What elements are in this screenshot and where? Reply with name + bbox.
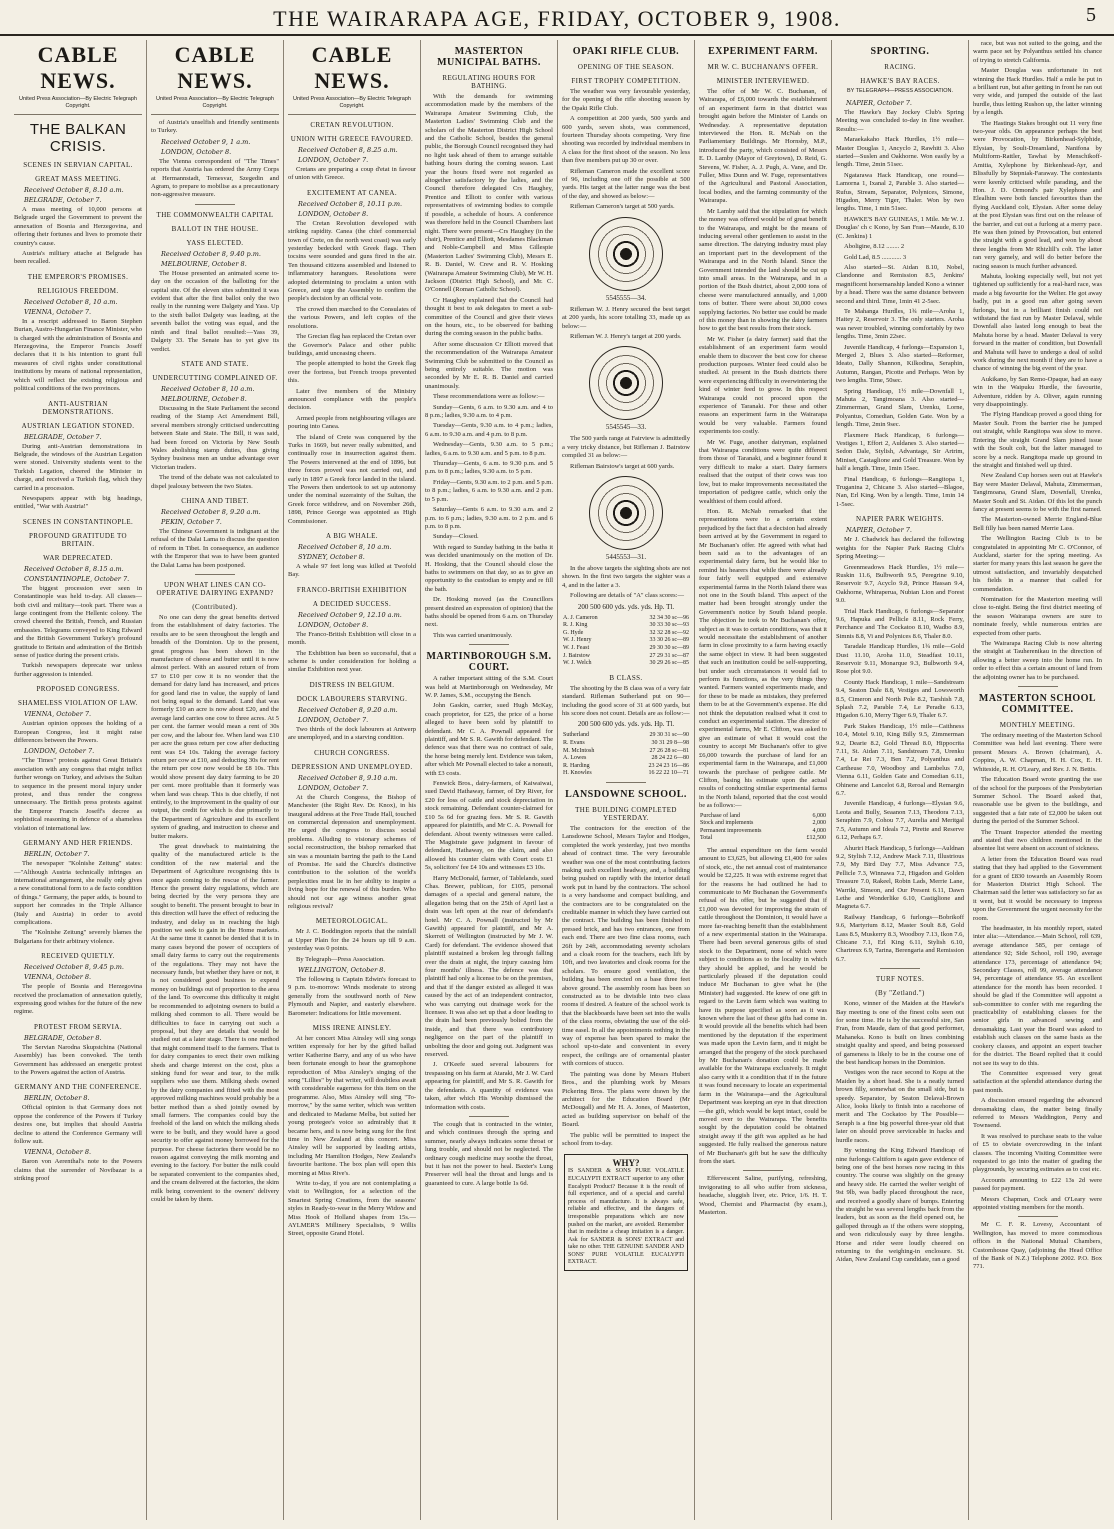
subheading: GREAT MASS MEETING. — [35, 175, 121, 183]
dateline: MELBOURNE, October 8. — [161, 394, 247, 403]
paragraph: Messrs Chapman, Cock and O'Leary were appointed visiting members for the month. — [973, 1195, 1102, 1211]
paragraph: The great drawback to maintaining the quality of the manufactured article is the condition of the raw material and the Department of Agriculture recognising this is once again coming to the rescue of the farmer. Hence the present dairy regulations, which are being decried by the very persons they are sought to benefit. The present brought to bear in this direction will have the effect of reducing the industry, and delay us in reaching the high position we seek to gain in the Home markets. At the same time it cannot be denied that it is in many cases beyond the power of occupiers of small dairy farms to carry out the requirements of the regulations. They may not have the necessary funds, but whether they have or not, it is not considered good business to expend money on buildings out of proportion to the area of the land. To overcome this difficulty it might be recommended to adjoining owners to build a milking shed common to all. There would be difficulties to face in carrying out such a proposal, but they are details that would be studied out at a later stage. There is one method that might commend itself to the farmers. That is for dairy companies to erect their own milking sheds and charge interest on the cost, plus a sinking fund for wear and tear, to the milk suppliers who use them. Milking sheds owned by the dairy companies and fitted with the most approved milking machines would probably be a better method than a shed jointly owned by small farmers. The companies could buy the freehold of the land on which the milking sheds were to be built, and they would have a good security to offer against money borrowed for the purpose. For cheese factories there would be no reason against conveying the milk morning and evening to the factory. For butter the milk could be separated convenient to the companies shed, and the cream delivered at the factories, the skim milk being convenient to the owners' delivery could be taken by them. — [151, 842, 279, 1204]
dateline: BELGRADE, October 7. — [24, 432, 102, 441]
paragraph: Official opinion is that Germany does not oppose the conference of the Powers if Turkey desires one, but implies that should Austria decline to attend the Conference Germany will follow suit. — [14, 1104, 142, 1146]
columns — [10, 40, 1106, 1520]
table-row — [562, 615, 690, 623]
paragraph: The biggest procession ever seen in Constantinople was held to-day. All classes—both civil and military—took part. There was a large contingent from the Hellenic colony. The crowd cheered the British, French, and Russian embassies. Telegrams conveyed to King Edward and the British Government Turkey's profound gratitude to Britain and admiration of the British sense of justice during the present crisis. — [14, 584, 142, 659]
paragraph: The Servian Narodna Skupstchina (National Assembly) has been convoked. The tenth Government has addressed an energetic protest to the Powers against the action of Austria. — [14, 1043, 142, 1076]
shooter-score: 23 24 23 16—86 — [648, 762, 689, 769]
dateline: VIENNA, October 7. — [24, 307, 92, 316]
score-table-header: 200 500 600 yds. yds. yds. Hp. Tl. — [577, 720, 675, 729]
cost-table: Purchase of land 6,000 Stock and implements 2,000 Permanent improvements 4,000 Total £12,500 — [700, 812, 826, 842]
paragraph: The newspaper "Kolnishe Zeitung" states:—"Although Austria technically infringes an international arrangement, she really only gives a new constitutional form to a de facto condition of things." Germany, the paper adds, is bound to support her comrades in the Triple Alliance (Italy and Austria) in order to avoid complications. — [14, 860, 142, 926]
shooter-score: 27 29 31 sc—87 — [649, 652, 689, 659]
dateline: LONDON, October 8. — [298, 209, 369, 218]
paragraph: Trial Hack Handicap, 6 furlongs—Separator 9.6, Hapuka and Pellicle 8.11, Rock Ferry, Perchance and The Cockatoo 8.10, Wadbo 8.9, Simnis 8.8, Vi and Polynices 8.6, Thaler 8.0. — [836, 607, 964, 640]
subheading: CRETAN REVOLUTION. — [310, 121, 394, 129]
paragraph: In the above targets the sighting shots are not shown. In the first two targets the sighter was a 4, and in the latter a 3. — [562, 564, 690, 589]
column-1 — [10, 40, 147, 1520]
dateline: NAPIER, October 7. — [846, 526, 912, 535]
dateline: NAPIER, October 7. — [846, 99, 912, 107]
table-row — [562, 748, 690, 756]
shooter-name: R. J. King — [563, 622, 588, 629]
subheading: THE EMPEROR'S PROMISES. — [27, 272, 129, 281]
article-title: SPORTING. — [870, 46, 930, 57]
subheading: ANTI-AUSTRIAN DEMONSTRATIONS. — [42, 399, 114, 416]
subheading: TURF NOTES. — [875, 975, 925, 984]
article-title: OPAKI RIFLE CLUB. — [572, 46, 680, 57]
paragraph: Mr Lamby said that the stipulation for which the money was offered would be of great benefit to the Wairarapa, and might be the means of inducing several other gentlemen to assist in the same direction. The dairying industry must play an important part in the development of the Wairarapa and in the North Island. Since the Government intended the land should be cut up into small areas. In the Wairarapa, and in a portion of the Bush district, about 2,000 tons of cheese were manufactured annually, and 1,000 tons of butter. There were about 30,000 cows supplying factories. No better use could be made of this money than in showing the dairy farmers how to get the best results from their stock. — [699, 207, 827, 333]
paragraph: Following are details of "A" class scores:— — [570, 592, 684, 600]
subheading: PROFOUND GRATITUDE TO BRITAIN. — [29, 531, 127, 548]
paragraph: Aukikano, by San Remo-Opaque, had an easy win in the Waipuku Hurdle, the favourite, Adventure, ridden by A. Oliver, again running very disappointingly. — [973, 375, 1102, 409]
paragraph: The weather was very favourable yesterday, for the opening of the rifle shooting season by the Opaki Rifle Club. — [562, 88, 690, 112]
subheading: SCENES IN SERVIAN CAPITAL. — [23, 161, 133, 169]
paragraph: The painting was done by Messrs Hubert Bros., and the plumbing work by Messrs Pickering Bros. The plans were drawn by the architect for the Education Board (Mr McDougall) and Mr H. A. Jones, of Masterton, acted as building supervisor on behalf of the Board. — [562, 1070, 690, 1129]
subheading: B CLASS. — [609, 673, 643, 682]
paragraph: New Zealand Cup horses seen out at Hawke's Bay were Master Delaval, Mahuta, Zimmerman, Tangimoana, Grand Slam, Downfall, Urenku, Master Soult and St. Aidan. Of this lot the punch fancy at present seems to be with the first named. — [973, 472, 1102, 513]
dateline: Received October 8, 10 a.m. — [161, 384, 255, 393]
paragraph: Sunday—Gents, 6 a.m. to 9.30 a.m. and 4 to 8 p.m.; ladies, 9.30 a.m. to 4 p.m. — [425, 403, 553, 420]
subheading: SHAMELESS VIOLATION OF LAW. — [18, 699, 138, 708]
paragraph: After some discussion Cr Elliott moved that the recommendation of the Wairarapa Amateur Swimming Club be submitted to the Council as being entirely suitable. The motion was seconded by Mr E. R. B. Daniel and carried unanimously. — [425, 340, 553, 390]
subheading: MISS IRENE AINSLEY. — [312, 1024, 392, 1033]
subheading: UPON WHAT LINES CAN CO-OPERATIVE DAIRYING EXPAND? — [156, 581, 274, 597]
shooter-score: 33 30 26 sc—89 — [649, 637, 689, 644]
subheading: REGULATING HOURS FOR BATHING. — [442, 74, 536, 90]
dateline: Received October 8, 8.15 a.m. — [24, 564, 124, 573]
paragraph: Greenmeadows Hack Hurdles, 1½ mile—Ruskin 11.6, Bulbworth 9.5, Peregrine 9.10, Reservoir 9.7, Acyclo 9.8, Prince Hassan 9.4, Oakhorne, Whiraperua, Nubian Lion and Forest 9.0. — [836, 563, 964, 605]
credit: United Press Association—By Electric Telegraph Copyright. — [293, 96, 411, 109]
paragraph: Cretans are preparing a coup d'etat in favour of union with Greece. — [288, 166, 416, 182]
shooter-score: 30 31 29 8—98 — [651, 739, 689, 746]
article-title: MARTINBOROUGH S.M. COURT. — [426, 651, 552, 674]
dateline: Received October 8, 9.10 a.m. — [298, 773, 398, 782]
paragraph: This was carried unanimously. — [433, 631, 513, 639]
ad-text: IS SANDER & SONS PURE VOLATILE EUCALYPTI EXTRACT superior to any other Eucalypti Product? Because it is the result of full experience, and of a special and careful process of manufacture. It is always safe, reliable and effective, and the dangers of irresponsible preparations which are now pushed on the market, are avoided. Remember that in medicine a cheap imitation is a danger. Ask for SANDER & SONS' EXTRACT and take no other. THE GENUINE SANDER AND SONS' PURE VOLATILE EUCALYPTI EXTRACT. — [568, 1168, 684, 1266]
dateline: BELGRADE, October 7. — [24, 196, 102, 204]
paragraph: Mahuta, looking especially well, but not yet tightened up sufficiently for a real-hard race, was made a big favourite for the Welter. He got away badly, put in a good run after going seven furlongs, but in a brilliant finish could not withstand the fast run by Master Delaval, while Downfall also lasted long enough to beat the Mahuta horse by a head. Master Delaval is very forward in the matter of condition, but Downfall and Mahuta will have to undergo a deal of solid work during the next month if they are to have a chance of winning the big event of the year. — [973, 272, 1102, 373]
paragraph: A letter from the Education Board was read stating that they had applied to the Government for a grant of £830 towards an Assembly Room for Masterton District High School. The Chairman said the letter was satisfactory so far as it went, but it would be necessary to impress upon the Government the urgent necessity for the room. — [973, 855, 1102, 922]
paragraph: A mass meeting of 10,000 persons at Belgrade urged the Government to prevent the annexation of Bosnia and Herzegovina, and offering their fortunes and lives to promote their country's cause. — [14, 206, 142, 247]
shooter-name: R. Evans — [563, 739, 585, 746]
column-2 — [147, 40, 284, 1520]
score-table-b — [562, 732, 690, 778]
shooter-name: M. McIntosh — [563, 747, 595, 754]
dateline: MELBOURNE, October 8. — [161, 259, 247, 268]
column-6 — [695, 40, 832, 1520]
score-table-a — [562, 615, 690, 668]
paragraph: Friday—Gents, 9.30 a.m. to 2 p.m. and 5 p.m. to 8 p.m.; ladies, 6 a.m. to 9.30 a.m. and 2 p.m. to 5 p.m. — [425, 478, 553, 503]
paragraph: Mr W. Fisher (a dairy farmer) said that the establishment of an experiment farm would enable them to discover the best cow for cheese production purposes. Winter feed could also be studied. At present in the Bush districts there were experiencing difficulty in overwintering the kind of winter feed to grow. In this respect Wairarapa could not proceed upon the experience of Taranaki. For these and other reasons an experiment farm in the Wairarapa would be very valuable. Farmers found experiments too costly. — [699, 335, 827, 436]
paragraph: Saturday—Gents 6 a.m. to 9.30 a.m. and 2 p.m. to 6 p.m.; ladies, 9.30 a.m. to 2 p.m. and 6 p.m. to 8 p.m. — [425, 506, 553, 530]
paragraph: The Vienna correspondent of "The Times" reports that Austria has ordered the Army Corps at Hermannstadt, Temesvar, Szegedin and Agram, to prepare to mobilise as a precautionary non-aggressive measure. — [151, 157, 279, 199]
dateline: LONDON, October 7. — [24, 747, 95, 756]
section-heading: CABLE NEWS. — [37, 42, 119, 93]
subheading: FRANCO-BRITISH EXHIBITION — [296, 585, 408, 594]
section-heading: CABLE NEWS. — [311, 42, 393, 93]
masthead — [0, 0, 1114, 36]
subheading: WAR DEPRECATED. — [43, 553, 113, 562]
shooter-score: 29 30 30 sc—89 — [649, 644, 689, 651]
paragraph: Rifleman Cameron made the excellent score of 96, including one off the possible at 500 yards. His target at the latter range was the best of the day, and showed as below:— — [562, 167, 690, 200]
credit: United Press Association—By Electric Telegraph Copyright. — [19, 96, 137, 109]
paragraph: Fenwick Bros., dairy-farmers, of Kaiwaiwai, sued David Hathaway, farmer, of Dry River, for £20 for loss of cattle and stock depreciation in stock remaining. Defendant counter-claimed for £10 5s 6d for grazing fees. Mr S. R. Gawith appeared for plaintiffs, and Mr C. A. Pownall for defendant. About twenty witnesses were called. The Magistrate gave judgment in favour of defendant, Hathaway, on the claim, and also allowed his counter claim with Court costs £1 5s, solicitors' fee £4 10s and witnesses £3 10s. — [425, 780, 553, 872]
subheading: DEPRESSION AND UNEMPLOYED. — [291, 762, 413, 771]
paragraph: These recommendations were as follow:— — [433, 393, 545, 401]
paragraph: The headmaster, in his monthly report, stated inter alia:—Attendance.—Main School, roll 639, average attendance 585, per centage of attendance 92; Side School, roll 190, average attendance 173, percentage of attendance 94; Secondary Classes, roll 99, average attendance 94, percentage of attendance 95. An excellent attendance for the month has been recorded. I should be glad if the Committee will appoint a sub-committee to confer with me regarding the practicability of establishing classes for the senior girls in advanced sewing and dressmaking. Last year the Board was asked to establish such classes on the same basis as the cookery classes, and appoint an expert teacher for the district. The Board replied that it could not see its way to do this. — [973, 925, 1102, 1067]
subheading: MR W. C. BUCHANAN'S OFFER. — [707, 63, 819, 71]
paragraph: Ahuriri Hack Handicap, 5 furlongs—Auldnan 9.2, Stylish 7.12, Andrew Mack 7.11, Illustrious 7.9, My Bird Day 7.7, Miss Advance 7.5, Pellicle 7.3, Winnawa 7.2, Higadon and Golden Treasure 7.0, Rakeel, Robin Lads, Merrie Lane, Warriki, Simeon, and Our Present 6.11, Dawn Lethe and Wonderlike 6.10, Castiglione and Magneta 6.7. — [836, 844, 964, 911]
headline: THE BALKAN CRISIS. — [29, 121, 127, 155]
subheading: EXCITEMENT AT CANEA. — [307, 188, 397, 197]
subheading: MINISTER INTERVIEWED. — [716, 77, 810, 85]
advertisement: Mr C. F. R. Lovesy, Accountant of Wellington, has moved to more commodious offices in the National Mutual Chambers, Customhouse Quay, (adjoining the Head Office of the Bank of N.Z.) Telephone 2002. P.O. Box 771. — [973, 1221, 1102, 1271]
paragraph: The Truant Inspector attended the meeting and stated that two children mentioned in the absentee list were absent on account of sickness. — [973, 828, 1102, 853]
advertisement: The cough that is contracted in the winter, and which continues through the spring and summer, nearly always indicates some throat or lung trouble, and should not be neglected. The ordinary cough medicine may soothe the throat, but it has not the power to heal. Baxter's Lung Preserver will heal the throat and lungs and is guaranteed to cure. A large bottle 1s 6d. — [425, 1120, 553, 1187]
paragraph: Dr. Hosking moved (as the Councillors present desired an expression of opinion) that the baths should be opened from 6 a.m. on Thursday next. — [425, 596, 553, 629]
dateline: LONDON, October 7. — [298, 715, 369, 724]
subheading: THE COMMONWEALTH CAPITAL — [156, 210, 274, 219]
paragraph: Armed people from neighbouring villages are pouring into Canea. — [288, 414, 416, 431]
dateline: Received October 8, 9.20 a.m. — [161, 507, 261, 516]
paragraph: The Masterton-owned Merrie England-Blue Bell filly has been named Merrie Lass. — [973, 516, 1102, 532]
table-row — [562, 622, 690, 630]
article-title: MASTERTON SCHOOL COMMITTEE. — [978, 693, 1097, 716]
newspaper-title: THE WAIRARAPA AGE, FRIDAY, OCTOBER 9, 1908. — [273, 6, 841, 31]
shooter-score: 29 30 31 sc—90 — [649, 732, 689, 739]
shooter-name: A. Lowes — [563, 755, 587, 762]
paragraph: race, but was not suited to the going, and the warm pace set by Polyanthus settled his chance of trying to stretch California. — [973, 40, 1102, 64]
dateline: Received October 8, 9.20 a.m. — [298, 705, 398, 714]
paragraph: Discussing in the State Parliament the second reading of the Stamp Act Amendment Bill, several members strongly criticised undercutting between State and State. The Bill, it was said, had been forced on Victoria by New South Wales abolishing stamp duties, thus giving Sydney business men an undue advantage over Victorian traders. — [151, 404, 279, 471]
shooter-name: H. Knowles — [563, 770, 592, 777]
paragraph: Rifleman W. J. Henry secured the best target at 200 yards, his score totalling 33, made up as below:— — [562, 305, 690, 330]
shooter-score: 32 32 28 sc—92 — [649, 629, 689, 636]
column-8 — [969, 40, 1106, 1520]
paragraph: Taradale Handicap Hurdles, 1¾ mile—Gold Dust 11.10, Aroha 11.0, Steadfast 10.11, Reservoir 9.11, Monarque 9.3, Bulbworth 9.4, Rose plot 9.0. — [836, 643, 964, 676]
dateline: Received October 8, 8.10 a.m. — [24, 186, 124, 194]
paragraph: Austria's military attache at Belgrade has been recalled. — [14, 250, 142, 266]
shooter-name: W. J. Henry — [563, 637, 592, 644]
dateline: Received October 9, 12.10 a.m. — [298, 610, 402, 619]
subheading: SCENES IN CONSTANTINOPLE. — [22, 517, 134, 526]
subheading: (Contributed). — [192, 603, 238, 611]
subheading: MONTHLY MEETING. — [999, 721, 1076, 730]
shooter-name: W. J. Feast — [563, 644, 590, 651]
paragraph: Juvenile Handicap, 4 furlongs—Expansion 1, Merged 2, Blues 3. Also started—Reformer, Ideato, Dally Shannon, Kilkodina, Seraphin, Autumn, Rangan, Picotte and Perhaps. Won by two lengths. Time, 50sec. — [836, 343, 964, 385]
paragraph: The Franco-British Exhibition will close in a month. — [288, 630, 416, 647]
dateline: BERLIN, October 7. — [24, 850, 90, 859]
target-caption: 5545545—33. — [605, 423, 647, 432]
dateline: CONSTANTINOPLE, October 7. — [24, 574, 130, 583]
dateline: BERLIN, October 8. — [24, 1094, 90, 1103]
paragraph: Mr J. Chadwick has declared the following weights for the Napier Park Racing Club's Spring Meeting:— — [836, 536, 964, 561]
paragraph: Spring Handicap, 1½ mile—Downfall 1, Mahuta 2, Tangimoana 3. Also started—Zimmerman, Grand Slam, Urenku, Lorne, Polyantus, Comedian, Golden Gate. Won by a length. Time, 2min 9sec. — [836, 387, 964, 429]
subheading: YASS ELECTED. — [186, 238, 244, 247]
dateline: Received October 8, 10.11 p.m. — [298, 199, 403, 208]
paragraph: Aboligine, 8.12 ........ 2 — [844, 243, 905, 251]
paragraph: Juvenile Handicap, 4 furlongs—Elysian 9.6, Leota and Bully, Seaanon 7.13, Theodora 7.13, Seraphim 7.9, Cohou 7.7, Aurelia and Meritgal 7.5, Autumn and Ideals 7.2, Pirette and Reserve 6.12, Perhaps 6.7. — [836, 800, 964, 842]
advertisement: Effervescent Saline, purifying, refreshing, invigorating to all who suffer from sickness, headache, sluggish liver, etc. Price, 1/6. H. T. Wood, Chemist and Pharmacist (by exam.), Masterton. — [699, 1175, 827, 1216]
paragraph: By Telegraph—Press Association. — [296, 955, 385, 963]
paragraph: Final Handicap, 6 furlongs—Rangitopa 1, Truganina 2, Chicane 3. Also started—Blagoe, Nan, Erl King. Won by a length. Time, 1min 14 1-5sec. — [836, 475, 964, 508]
paragraph: The Cretan Revolution developed with striking rapidity. Canea (the chief commercial town of Crete, on the north west coast) was early yesterday bedecked with Greek flags. Then tocsins were sounded and guns fired in the air. Ten thousand citizens assembled and listened to inflammatory harangues. Resolutions were adopted determining to proclaim a union with Greece, and urge the Assembly to confirm the people's decision by an official vote. — [288, 219, 416, 303]
table-row — [562, 770, 690, 778]
paragraph: With the demands for swimming accommodation made by the members of the Wairarapa Amateur Swimming Club, the Masterton Ladies' Swimming Club and the scholars of the Masterton District High School and the Catholic School, besides the general public, the Borough Council recognised they had no light task ahead of them to arrange suitable bathing hours during the coming season. Last year the hours fixed were not regarded as altogether satisfactory by the ladies, and the Council therefore delegated Crs Haughey, Prentice and Elliott to confer with various representatives of swimming bodies to compile if possible, a schedule of hours. A conference was therefore held in the Council Chambers last night. There were present—Crs Haughey (in the chair), Prentice and Elliott, Mesdames Blackman and Noble-Campbell and Miss Gillespie (Masterton Ladies' Swimming Club), Messrs E. R. B. Daniel, W. Crew and R. V. Hosking (Wairarapa Amateur Swimming Club), Mr W. H. Jackson (District High School), and Mr. C. O'Connell (Roman Catholic School). — [425, 93, 553, 294]
subheading: A DECIDED SUCCESS. — [312, 599, 392, 608]
paragraph: Austrian opinion opposes the holding of a European Congress, lest it might raise differences between the Powers. — [14, 720, 142, 745]
paragraph: A whale 97 feet long was killed at Twofold Bay. — [288, 563, 416, 579]
paragraph: Master Douglas was unfortunate in not winning the Hack Hurdles. Half a mile he put in a brilliant run, but after getting in front he ran out very wide, and jumped the outside of the last hurdle, thus letting Rushon up, the latter winning by a length. — [973, 67, 1102, 117]
paragraph: Flaxmere Hack Handicap, 6 furlongs—Vestiges 1, Effort 2, Auldanes 3. Also started—Sedon Dale, Stylish, Advantage, Sir Artrim, Miniset, Castaglione and Gold Treasure. Won by half a length. Time, 1min 15sec. — [836, 431, 964, 473]
paragraph: The people attempted to hoist the Greek flag over the fortress, but French troops prevented this. — [288, 360, 416, 385]
paragraph: The Exhibition has been so successful, that a scheme is under consideration for holding a similar Exhibition next year. — [288, 649, 416, 674]
paragraph: The public will be permitted to inspect the school from to-day. — [562, 1131, 690, 1147]
table-row — [562, 740, 690, 748]
paragraph: The island of Crete was conquered by the Turks in 1669, but never really submitted, and continually rose in insurrection against them. The Powers intervened at the end of 1896, but three forces proved was not carried out, and early in 1897 a Greek force landed in the island. The Powers then undertook to set up autonomy under the nominal suzerainty of the Sultan, the Greek force withdrew, and on November 26th, 1898, Prince George was appointed as High Commissioner. — [288, 433, 416, 525]
subheading: FIRST TROPHY COMPETITION. — [571, 77, 681, 85]
article-title: MASTERTON MUNICIPAL BATHS. — [437, 46, 541, 68]
subheading: AUSTRIAN LEGATION STONED. — [21, 421, 135, 430]
shooter-score: 16 22 22 10—71 — [648, 770, 689, 777]
paragraph: Turkish newspapers deprecate war unless further aggression is intended. — [14, 662, 142, 678]
paragraph: HAWKE'S BAY GUINEAS, 1 Mile. Mr W. J. Douglas' ch c Kono, by San Fran—Maude, 8.10 (C. Jenkins) 1 — [836, 215, 964, 240]
subheading: THE BUILDING COMPLETED YESTERDAY. — [575, 805, 677, 822]
dateline: Received October 9, 1 a.m. — [161, 137, 251, 146]
subheading: METEOROLOGICAL. — [315, 917, 389, 926]
paragraph: The Grecian flag has replaced the Cretan over the Governor's Palace and other public buildings, amid unceasing cheers. — [288, 333, 416, 357]
subheading: CHURCH CONGRESS. — [314, 748, 390, 757]
paragraph: The following is Captain Edwin's forecast to 9 p.m. to-morrow: Winds moderate to strong generally from the southward north of New Plymouth and Napier, and easterly elsewhere. Barometer: Indications for little movement. — [288, 976, 416, 1017]
table-row — [562, 645, 690, 653]
paragraph: Railway Handicap, 6 furlongs—Bobrikoff 9.6, Martyrium 8.12, Master Soult 8.8, Gold Lass 8.5, Muskerry 8.3, Woodboy 7.13, Ikon 7.6, Chicane 7.1, Erl King 6.11, Stylish 6.10, Chartreux 6.9, Tarina, Berengaria and Remission 6.7. — [836, 913, 964, 963]
page-number: 5 — [1086, 4, 1096, 26]
paragraph: The crowd then marched to the Consulates of the various Powers, and left copies of the resolutions. — [288, 305, 416, 330]
target-diagram-icon — [589, 217, 663, 291]
score-table-header: 200 500 600 yds. yds. yds. Hp. Tl. — [577, 602, 675, 611]
shooter-score: 32 34 30 sc—96 — [649, 614, 689, 621]
paragraph: The Education Board wrote granting the use of the school for the purposes of the Presbyterian Summer School. The Board asked that, reasonable use be given to the buildings, and suggested that a fair rate of £2,000 be taken out during the period of the Summer School. — [973, 776, 1102, 826]
paragraph: Hon. R. McNab remarked that the representations were to a certain extent prejudiced by the fact that a decision had already been arrived at by the Government in regard to Mr Buchanan's offer. He agreed with what had been said as to the advantages of an experimental dairy farm, but he would like to remind his hearers that while there were already four fairly well equipped and extensive experimental farms in the North Island there was not one in the South Island. This aspect of the matter had been brought strongly under the Government's notice by South Island people. The objection he took to Mr Buchanan's offer, subject as it was to certain conditions, was that it would necessitate the establishment of another farm in close proximity to a farm having exactly the same object in view. It had been suggested that such an institution could be self-supporting, but under such circumstances it would fail to perform its functions, as the very things they wanted. Farmers wanted experiments made, and for these to be made as mistakes, they preferred them to be at the Government's expense. He did not think the deputation realised what it cost to conduct an experimental station. The director of experimental farms, Mr E. Clifton, was asked to give an estimate of what it would cost the country to accept Mr Buchanan's offer to give £6,000 towards the purchase of land for an experimental farm in the Wairarapa, and £1,000 towards the purchase of pedigree cattle. Mr Clifton, basing his estimate upon the actual results of conducting similar experimental farms in the North Island, reported that the cost would be as follows:— — [699, 507, 827, 810]
paragraph: A rather important sitting of the S.M. Court was held at Martinborough on Wednesday, Mr W. P. James, S.M., occupying the Bench. — [425, 675, 553, 699]
paragraph: Thursday—Gents, 6 a.m. to 9.30 p.m. and 5 p.m. to 8 p.m.; ladies, 9.30 a.m. to 5 p.m. — [425, 460, 553, 476]
shooter-score: 28 24 22 6—80 — [651, 755, 689, 762]
subheading: GERMANY AND THE CONFERENCE. — [14, 1083, 142, 1092]
paragraph: It was resolved to purchase seats to the value of £5 to obviate overcrowding in the infant classes. The incoming Visiting Committee were requested to go into the matter of grading the playgrounds, by securing estimates as to cost etc. — [973, 1132, 1102, 1174]
paragraph: Tuesday—Gents, 9.30 a.m. to 4 p.m.; ladies, 6 a.m. to 9.30 a.m. and 4 p.m. to 8 p.m. — [425, 422, 553, 438]
paragraph: The Wairarapa Racing Club is now altering the straight at Tauherenikau in the direction of allowing a better sweep into the home run. In order to effect this a certain amount of land from the adjoining owner has to be purchased. — [973, 640, 1102, 681]
dateline: BELGRADE, October 8. — [24, 1033, 102, 1042]
paragraph: Te Mahanga Hurdles, 1¾ mile—Aroha 1, Haitey 2, Reservoir 3. The only starters. Aroha was never troubled, winning comfortably by two lengths. Time, 3min 22sec. — [836, 307, 964, 341]
subheading: HAWKE'S BAY RACES. — [860, 77, 940, 85]
dateline: SYDNEY, October 8. — [298, 553, 365, 562]
shooter-score: 30 33 30 sc—93 — [649, 622, 689, 629]
paragraph: Mr W. Fuge, another dairyman, explained that Wairarapa conditions were quite different from those of Taranaki, and a beginner found it very difficult to make a start. Dairy farmers realised that the output of their cows was too low, but to make improvements necessitated the importation of pedigree cattle, which only the wealthiest of them could afford. — [699, 438, 827, 505]
paragraph: Rifleman Bairstow's target at 600 yards. — [570, 462, 675, 470]
ad-title: WHY? — [612, 1158, 640, 1169]
section-heading: CABLE NEWS. — [174, 42, 256, 93]
subheading: DISTRESS IN BELGIUM. — [309, 680, 395, 689]
paragraph: The Hawke's Bay Jockey Club's Spring Meeting was concluded to-day in fine weather. Results:— — [836, 109, 964, 133]
subheading: UNION WITH GREECE FAVOURED. — [290, 135, 414, 143]
column-7 — [832, 40, 969, 1520]
paragraph: Also started—St. Aidan 8.10, Nobel, Clandonne and Remission 8.5, Jenkins' magnificent horsemanship landed Kono a winner by a head. There was the same distance between second and third. Time, 1min 41 2-5sec. — [836, 263, 964, 305]
paragraph: J. O'Keefe sued several labourers for trespassing on his farm at Ataraki, Mr J. W. Card appearing for plaintiff, and Mr S. R. Gawith for the defendants. A quantity of evidence was taken, after which His Worship dismissed the information with costs. — [425, 1061, 553, 1111]
shooter-score: 27 26 28 sc—81 — [649, 747, 689, 754]
dateline: Received October 8, 10 a.m. — [298, 543, 392, 552]
paragraph: Rifleman W. J. Henry's target at 200 yards. — [570, 332, 682, 340]
subheading: RECEIVED QUIETLY. — [41, 952, 115, 961]
paragraph: The annual expenditure on the farm would amount to £3,625, but allowing £1,400 for sales of stock, etc., the net annual cost of maintenance would be £2,225. It was with extreme regret that for the reasons he had outlined he had to communicate to Mr Buchanan the Government's refusal of his offer, but he suggested that if £1,000 was devoted for improving the strain of cattle throughout the Dominion, it would have a more far-reaching benefit than the establishment of a new experimental station in the Wairarapa. There had been several generous gifts of stud stock to the Department, none of which were subject to conditions as to the locality in which they should be applied, and he would be particularly pleased if the deputation could induce Mr Buchanan to give what he (the Minister) had suggested. He knew of one gift in regard to the Levin farm which was waiting to have its purpose specified as soon as it was known where the last of these gifts had come in. It would provide all the benefits which had been mentioned by the deputation if the experiment was made upon the Levin farm, and it might be arranged that the progeny of the stock purchased by Mr Buchanan's donation could be made available for the Wairarapa exclusively. It might also carry with it a condition that if in the future it was found necessary to locate an experimental farm in the Wairarapa—and the Agricultural Department was keeping an eye in that direction—the gift, which would be kept intact, could be moved over to the Wairarapa. The benefits sought by the deputation could be obtained straight away if the gift was applied as he had suggested. He fully realised the generous nature of Mr Buchanan's gift but he saw the difficulty from the start. — [699, 846, 827, 1165]
paragraph: John Gaskin, carrier, sued Hugh McKay, coach proprietor, for £25, the price of a horse alleged to have been sold by plaintiff to defendant. Mr C. A. Pownall appeared for plaintiff, and Mr S. R. Gawith for defendant. The defence was that there was no contract of sale, the horse being merely lent. Evidence was taken, after which Mr Pownall elected to take a nonsuit, with £3 costs. — [425, 702, 553, 777]
dateline: LONDON, October 8. — [161, 147, 232, 156]
table-row — [562, 732, 690, 740]
subheading: UNDERCUTTING COMPLAINED OF. — [152, 373, 278, 382]
target-diagram-icon — [589, 346, 663, 420]
dateline: VIENNA, October 8. — [24, 973, 92, 982]
paragraph: With regard to Sunday bathing in the baths it was decided unanimously on the motion of Dr. H. Hosking, that the Council should close the baths to swimmers on that day, so as to give an opportunity to the custodian to empty and re fill the bath. — [425, 543, 553, 593]
paragraph: Vestiges won the race second to Kopu at the Maiden by a short head. She is a neatly turned brown filly, somewhat on the small side, but is speedy. Separator, by Seaton Delaval-Brown Alice, looks likely to finish into a racehorse of merit and The Cockatoo by The Possible—Seraph is a fine big powerful three-year old that later on should prove serviceable in hacks and hurdle races. — [836, 1069, 964, 1144]
dateline: LONDON, October 7. — [298, 156, 369, 164]
paragraph: Maraekakaho Hack Hurdles, 1½ mile—Master Douglas 1, Ancyclo 2, Rawhiti 3. Also started—Suslen and Oakhorne. Won easily by a length. Time, 2min 51sec. — [836, 136, 964, 169]
paragraph: Mr J. C. Boddington reports that the rainfall at Upper Plain for the 24 hours up till 9 a.m. yesterday was 0 points. — [288, 928, 416, 953]
paragraph: Sunday—Closed. — [433, 533, 479, 541]
paragraph: A competition at 200 yards, 500 yards and 600 yards, seven shots, was commenced, fourteen Thursday shoots competing. Very fine shooting was recorded by individual members in A class for the first shoot of the season. No less than five members put up 30 or over. — [562, 115, 690, 165]
dateline: LONDON, October 8. — [298, 620, 369, 629]
subheading: CHINA AND TIBET. — [181, 496, 249, 505]
paragraph: Nomination for the Masterton meeting will close to-night. Being the first district meeting of the season Wairarapa owners are sure to nominate freely, while numerous entries are expected from other parts. — [973, 596, 1102, 637]
paragraph: Later five members of the Ministry announced compliance with the people's decision. — [288, 387, 416, 412]
paragraph: The offer of Mr W. C. Buchanan, of Wairarapa, of £6,000 towards the establishment of an experiment farm in that district was brought again before the Minister of Lands on Wednesday. A representative deputation interviewed the Hon. R. McNab on the Parliamentary Buildings. Mr Hornsby, M.P., introduced the party, which consisted of Messrs E. D. Lamby (Mayor of Greytown), D. Reid, G. Stevens, W. Fisher, A. J. Pugh, A. Vane, and Dr. Fuller, Miss Dunn and W. Fuge, representatives of the Agricultural and Pastoral Association, local bodies, and the farming community of the Wairarapa. — [699, 88, 827, 205]
subheading: OPENING OF THE SEASON. — [577, 63, 675, 71]
paragraph: The Hastings Stakes brought out 11 very fine two-year olds. On appearance perhaps the best were Provocation, by Birkenhead-Sylphide, Elysian, by Soult-Dreamland, Nanifona by Multiform-Rattler, Tawhai by Menschikoff-Amitia, Xylephone by Birkenhead-Ayr, and Blissfully by Stepniak-Faraway. The contestants were keenly criticised while parading, and the Hon. J. D. Ormond's pair Xylephone and Elealhim were both fancied favourites than the flying Auckland colt, Elysian. After some delay at the post Elysian was first out on the release of the barrier, and cut out a furlong at a merry pace. He was then joined by Provocation, but entered the straight with a good lead, and won by about three lengths from Mr Rhizlill's colt. The latter ran very gamely, and will do better before the racing season is much further advanced. — [973, 119, 1102, 270]
paragraph: At her concert Miss Ainsley will sing songs written expressly for her by the gifted ballad writer Katherine Barry, and any of us who have been fortunate enough to hear the gramophone reproduction of Miss Ainsley's singing of the song "Lillies" by that writer, will doubtless await with considerable eagerness for this item on the programme. Also, Miss Ainsley will sing "To-morrow," by the same writer, which was written and dedicated to Madame Melba, but suited her young protegee's voice so admirably that it became hers, and is now being sung for the first time in New Zealand at this concert. Miss Ainsley will be supported by leading artists, including Mr Hamilton Hodges, New Zealand's favourite baritone. The box plan will open this morning at Miss Rive's. — [288, 1035, 416, 1177]
subheading: STATE AND STATE. — [181, 359, 249, 368]
subheading: PROTEST FROM SERVIA. — [33, 1022, 123, 1031]
paragraph: The 500 yards range at Fairview is admittedly a very tricky distance, but Rifleman J. Bairstow compiled 31 as below:— — [562, 435, 690, 460]
paragraph: Wednesday—Gents, 9.30 a.m. to 5 p.m.; ladies, 6 a.m. to 9.30 a.m. and 5 p.m. to 8 p.m. — [425, 441, 553, 457]
dateline: VIENNA, October 8. — [24, 1148, 92, 1157]
paragraph: Newspapers appear with big headings, entitled, "War with Austria!" — [14, 494, 142, 511]
table-row — [562, 660, 690, 668]
subheading: GERMANY AND HER FRIENDS. — [23, 839, 133, 848]
paragraph: The Flying Handicap proved a good thing for Master Soult. From the barrier rise he jumped out straight, while Rangitopa was slow to move. Entering the straight Grand Slam joined issue with the Soult colt, but the latter managed to score by a neck. Rangitopa made up ground in the straight and finished well up third. — [973, 411, 1102, 469]
paragraph: Accounts amounting to £22 13s 2d were passed for payment. — [973, 1176, 1102, 1193]
paragraph: By winning the King Edward Handicap of nine furlongs Caltiforn is again gave evidence of being one of the best horses now racing in this country. The course was slightly on the greasy and heavy side. He carried the welter weight of 9st 9lb, was badly placed throughout the race, and received a goodly share of bumps. Entering the straight he was several lengths back from the leaders, but as soon as the field opened out, he galloped through as if the others were stopping, and won ridiculously easy by three lengths. Horse and rider were loudly cheered on returning to the weighing-in enclosure. St. Aidan, New Zealand Cup candidate, ran a good — [836, 1147, 964, 1264]
dateline: Received October 8, 8.25 a.m. — [298, 146, 398, 154]
paragraph: "The Times" protests against Great Britain's association with any congress that might inflict further wrongs on Turkey, and advises the Sultan to sequence in the present moral injury under protest, and thus render the congress unnecessary. The British press protests against the Emperor Francis Joseff's decree as sophistical reasoning in defence of a shameless violation of international law. — [14, 757, 142, 832]
subheading: A BIG WHALE. — [326, 532, 378, 541]
paragraph: The shooting by the B class was of a very fair standard. Rifleman Sutherland put on 90—including the good score of 31 at 600 yards, but his score does not count. Details are as follow:— — [562, 684, 690, 717]
subheading: DOCK LABOURERS STARVING. — [296, 694, 408, 703]
paragraph: Cr Haughey explained that the Council had thought it best to ask delegates to meet a sub-committee of the Council and give their views on the hours, etc., to be observed for bathing during the coming season in the public baths. — [425, 296, 553, 338]
table-row — [562, 755, 690, 763]
column-5 — [558, 40, 695, 1520]
column-3 — [284, 40, 421, 1520]
shooter-name: J. Bairstow — [563, 652, 590, 659]
target-caption: 5545555—34. — [605, 293, 647, 302]
article-title: LANSDOWNE SCHOOL. — [565, 788, 687, 800]
subheading: RELIGIOUS FREEDOM. — [37, 286, 119, 295]
dateline: Received October 8, 9.40 p.m. — [161, 249, 261, 258]
paragraph: The Chinese Government is indignant at the refusal of the Dalai Lama to discuss the question of reform in Tibet. In consequence, an audience with the Emperor that was to have been granted the Dalai Lama has been postponed. — [151, 527, 279, 569]
dateline: LONDON, October 7. — [298, 783, 369, 792]
paragraph: The Wellington Racing Club is to be congratulated in appointing Mr C. O'Connor, of Auckland, starter for the spring meeting. As starter for many years this last season he gave the utmost satisfaction, and invariably despatched his fields in a manner that called for commendation. — [973, 535, 1102, 593]
shooter-name: Sutherland — [563, 732, 589, 739]
paragraph: Harry McDonald, farmer, of Tablelands, sued Chas. Brewer, publican, for £105, personal damages of a special and general nature, the allegation being that on the 25th of April last a drain was left open at the rear of defendant's hotel. Mr C. A. Pownall (instructed by Mr Gawith) appeared for plaintiff, and Mr A. Skerrett of Wellington (instructed by Mr J. W. Card) for defendant. The evidence showed that plaintiff sustained a broken leg through falling over the drain at night, the injury causing him four months' illness. The defence was that plaintiff had only a license to be on the premises, and that if the danger existed as alleged it was caused by the act of an independent contractor, who was carrying out drainage work for the licensee. It was also set up that a door leading to the drain had been previously bolted from the inside, and that there was contributory negligence on the part of the plaintiff in unbolting the door and going out. Judgment was reserved. — [425, 874, 553, 1059]
subheading: PROPOSED CONGRESS. — [36, 685, 120, 694]
dateline: PEKIN, October 7. — [161, 517, 222, 526]
paragraph: The contractors for the erection of the Lansdowne School, Messrs Taylor and Hodges, completed the work yesterday, just two months ahead of contract time. The very favourable weather was one of the most contributing factors making such excellent headway, and, a building being pushed on rapidly with the interior detail work put in hand by the contractors. The school is a very handsome and compact building, and the contractors are to be congratulated on the creditable manner in which they have carried out the contract. The building has been finished in pressed brick, and has two entrances, one from each end. There are two fine class rooms, each 26ft by 24ft, accommodating seventy scholars and a cloak room for the teachers, each lift by 10ft, and two lavatories and cloak rooms for the scholars. To ensure good ventilation, the building has been erected on a base three feet above ground. The assembly room has been so constructed as to be divisible into two class rooms if desired. A feature of the school work is that the blackboards have been set into the walls of the class rooms, obviating the use of the old-time easel. In all the appointments nothing in the way of expense has been spared to make the school up-to-date and convenient in every respect, the ceilings are of ornamental plaster with cornices of stucco. — [562, 824, 690, 1068]
paragraph: Ngatarawa Hack Handicap, one round—Lamorna 1, Ixanal 2, Parable 3. Also started—Rufus, Stream, Separator, Polynices, Simone, Higadon, Merry Tiger, Thaler. Won by two lengths. Time, 1 min 51sec. — [836, 171, 964, 213]
shooter-name: W. J. Welch — [563, 660, 592, 667]
table-row — [562, 763, 690, 771]
paragraph: Baron von Aerenthal's note to the Powers claims that the surrender of Novibazar is a striking proof — [14, 1158, 142, 1183]
table-row — [562, 653, 690, 661]
credit: United Press Association—By Electric Telegraph Copyright. — [156, 96, 274, 109]
shooter-name: R. Harding — [563, 762, 590, 769]
paragraph: Two thirds of the dock labourers at Antwerp are unemployed, and in a starving condition. — [288, 725, 416, 742]
paragraph: In a rescript addressed to Baron Stephen Burian, Austro-Hungarian Finance Minister, who is charged with the administration of Bosnia and Herzegovina, the Emperor Francis Joseff declares that it is his intention to grant full measures of civil rights under constitutional institutions by means of national representation, which will reflect the existing religious and political conditions of the two provinces. — [14, 317, 142, 393]
target-caption: 5445553—31. — [605, 552, 647, 561]
paragraph: A discussion ensued regarding the advanced dressmaking class, the matter being finally referred to Messrs Waddington, Perry and Townsend. — [973, 1097, 1102, 1130]
shooter-name: G. Hyde — [563, 629, 584, 636]
paragraph: Kono, winner of the Maiden at the Hawke's Bay meeting is one of the finest colts seen out for some time. He is by the successful sire, San Fran, from Maude, dam of that good performer, Mahaneka. Kono is built on lines combining straight quality and speed, and being possessed of gameness is likely to be in the course one of the best handicap horses in the Dominion. — [836, 1000, 964, 1067]
paragraph: Gold Lad, 8.5 ............ 3 — [844, 253, 907, 261]
column-4 — [421, 40, 558, 1520]
subheading: (By "Zetland.") — [875, 989, 925, 998]
dateline: Received October 8, 10 a.m. — [24, 297, 118, 306]
paragraph: The Committee expressed very great satisfaction at the splendid attendance during the past month. — [973, 1069, 1102, 1094]
paragraph: Park Stakes Handicap, 1½ mile—Caithness 10.4, Motel 9.10, King Billy 9.5, Zimmerman 9.2, Dearie 8.2, Gold Thread 8.0, Hippocrita 7.11, St. Aidan 7.11, Sandstream 7.8, Urenku 7.4, Le Rei 7.3, Ben 7.2, Polyanthus and Cartheuse 7.0, Woodboy and Lambelus 7.0, Vienna 6.11, Golden Gate and Comedian 6.11, Ohinene and Lancelot 6.8, Reroal and Remargin 6.7. — [836, 722, 964, 798]
target-diagram-icon — [589, 476, 663, 550]
shooter-name: A. J. Cameron — [563, 614, 598, 621]
subheading: BALLOT IN THE HOUSE. — [171, 224, 259, 233]
paragraph: The trend of the debate was not calculated to dispel jealousy between the two States. — [151, 474, 279, 490]
paragraph: The ordinary meeting of the Masterton School Committee was held last evening. There were present Messrs A. Brown (chairman), A. Coppins, A. W. Chapman, H. H. Cox, E. H. Whiteside, R. H. O'Leary, and Rev. J. N. Bettis. — [973, 732, 1102, 773]
shooter-score: 30 29 26 sc—85 — [649, 660, 689, 667]
paragraph: Rifleman Cameron's target at 500 yards. — [570, 203, 675, 211]
paragraph: The people of Bosnia and Herzegovina received the proclamation of annexation quietly, expressing good wishes for the future of the new regime. — [14, 983, 142, 1016]
dateline: VIENNA, October 7. — [24, 710, 92, 719]
paragraph: of Austria's unselfish and friendly sentiments to Turkey. — [151, 119, 279, 135]
paragraph: At the Church Congress, the Bishop of Manchester (the Right Rev. Dr. Knox), in his inaugural address at the Free Trade Hall, touched on commercial depression and unemployment. He urged the congress to discuss social problems. Alluding to visionary schemes of social reconstruction, the bishop remarked that sin was a mountain barring the path to the Land of Promise. He said the Church's distinctive contribution to the solution of the world's perplexities must lie in her ability to inspire a living hope for the renewal of this burden. Who should not our age witness another great religious revival? — [288, 793, 416, 910]
paragraph: The "Kolnishe Zeitung" severely blames the Bulgarians for their arbitrary violence. — [14, 929, 142, 945]
paragraph: The House presented an animated scene to-day on the occasion of the balloting for the capital site. Of the eleven sites submitted it was evident that after the first ballot only the two really in the running were Dalgety and Yass. Up to the sixth ballot Dalgety was leading, at the seventh ballot the voting was equal, and the ninth and final ballot resulted:—Yass 39, Dalgety 33. The Senate has to yet give its verdict. — [151, 269, 279, 353]
credit: BY TELEGRAPH—PRESS ASSOCIATION. — [846, 88, 954, 94]
advertisement — [564, 1154, 688, 1271]
paragraph: County Hack Handicap, 1 mile—Sandstream 9.4, Seaton Dale 8.8, Vestiges and Lowsworth 8.5, Cimeron and North Pole 8.2, Tarshish 7.8, Splash 7.2, Parable 7.4, Le Peradie 6.13, Higadon 6.10, Merry Tiger 6.9, Thaler 6.7. — [836, 678, 964, 720]
paragraph: No one can deny the great benefits derived from the establishment of dairy factories. The results are to be seen throughout the length and breadth of the Dominion. Up to the present, great progress has been shown in the manufacture of cheese and butter until it is now almost perfect. With an assured return of from £7 to £10 per cow it is no wonder that the demand for dairy land has increased, and prices for good land rise in value, the supply of land not being equal to the demand. Land that was formerly £10 an acre is now about £20, and the average land carries one cow to three acres. At 5 per cent. the farmer would mean a rent of 30s per cow, and the labour fee. When land was £10 per acre the grass return per cow after deducting rent was £4 10s. Taking the average factory return per cow at £10, and deducting 30s for rent the return per cow now would be £8 10s. This would show present day dairy farming to be 20 per cent. more profitable than it formerly was when land was cheap. This is due chiefly, if not entirely, to the improvement in the quality of our output, the credit for which is due primarily to the Department of Agriculture and its excellent system of grading, and instruction to cheese and butter makers. — [151, 614, 279, 840]
dateline: WELLINGTON, October 8. — [298, 966, 386, 974]
paragraph: During anti-Austrian demonstrations in Belgrade, the windows of the Austrian Legation were stoned. University students went to the Turkish Legation, cheered the Minister in charge, and received a Turkish flag, which they carried in a procession. — [14, 442, 142, 492]
table-row — [562, 637, 690, 645]
paragraph: Write to-day, if you are not contemplating a visit to Wellington, for a selection of the Smartest Spring Creations, from the seasons' styles in Ready-to-wear in the Merry Widow and Miss Hook of Holland shapes from 15s.—AYLMER'S Millinery Specialists, 9 Willis Street, opposite Grand Hotel. — [288, 1179, 416, 1238]
subheading: RACING. — [884, 63, 916, 71]
subheading: NAPIER PARK WEIGHTS. — [856, 515, 944, 524]
dateline: Received October 8, 9.45 p.m. — [24, 963, 124, 972]
article-title: EXPERIMENT FARM. — [708, 46, 818, 57]
table-row — [562, 630, 690, 638]
